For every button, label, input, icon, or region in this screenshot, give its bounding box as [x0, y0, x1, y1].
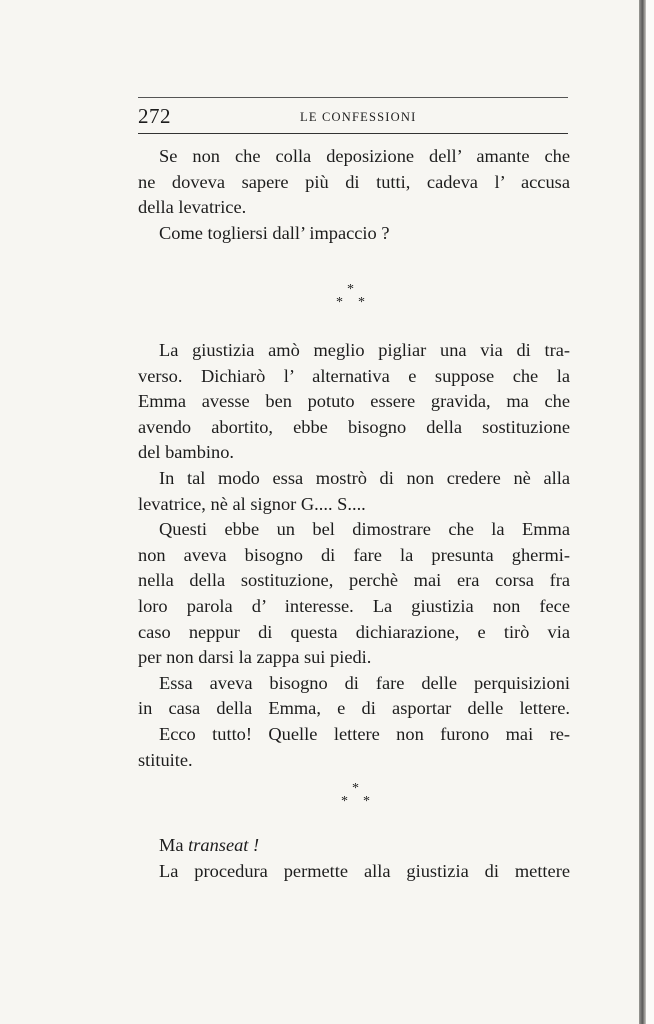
text-line: del bambino.: [138, 442, 235, 463]
text-line: [138, 833, 570, 859]
text-line: La giustizia amò meglio pigliar una via di tra-: [159, 340, 570, 360]
text-line: ne doveva sapere più di tutti, cadeva l’ accusa: [138, 171, 570, 192]
running-head: LE CONFESSIONI: [300, 110, 417, 124]
text-line: levatrice, nè al signor G.... S....: [138, 493, 366, 514]
asterism-star: *: [358, 295, 365, 310]
text-line: La procedura permette alla giustizia di mettere: [159, 860, 570, 881]
text-line: caso neppur di questa dichiarazione, e tirò via: [138, 621, 570, 642]
text-fragment: Ma: [159, 835, 189, 855]
page-number: 272: [138, 104, 171, 128]
paragraph-block-3: [138, 833, 570, 884]
text-line: stituite.: [138, 749, 193, 770]
asterism-star: *: [363, 794, 370, 809]
asterism-star: *: [352, 781, 359, 796]
page-edge-shadow: [639, 0, 646, 1024]
paragraph-block-1: [138, 144, 570, 246]
text-line: per non darsi la zappa sui piedi.: [138, 647, 372, 668]
text-line: Se non che colla deposizione dell’ amante che: [159, 146, 570, 166]
asterism-star: *: [336, 295, 343, 310]
asterism-star: *: [347, 282, 354, 297]
asterism-separator-1: [333, 283, 373, 313]
text-line: Emma avesse ben potuto essere gravida, ma che: [138, 391, 570, 412]
header-rule-top: [138, 97, 568, 98]
paragraph-block-2: [138, 338, 570, 773]
text-line: Come togliersi dall’ impaccio ?: [159, 222, 390, 243]
text-line: Ecco tutto! Quelle lettere non furono mai re-: [159, 723, 570, 744]
text-line: non aveva bisogno di fare la presunta ghermi-: [138, 544, 570, 565]
asterism-star: *: [341, 794, 348, 809]
italic-phrase: transeat !: [188, 835, 260, 855]
text-line: in casa della Emma, e di asportar delle lettere.: [138, 698, 570, 719]
text-line: Questi ebbe un bel dimostrare che la Emma: [159, 519, 570, 540]
text-line: nella della sostituzione, perchè mai era corsa fra: [138, 570, 570, 591]
header-rule-bottom: [138, 133, 568, 134]
text-line: Essa aveva bisogno di fare delle perquisizioni: [159, 672, 570, 693]
page-edge-margin: [646, 0, 654, 1024]
text-line: In tal modo essa mostrò di non credere nè alla: [159, 467, 570, 488]
text-line: loro parola d’ interesse. La giustizia non fece: [138, 595, 570, 616]
text-line: avendo abortito, ebbe bisogno della sostituzione: [138, 416, 570, 437]
text-line: della levatrice.: [138, 197, 247, 218]
asterism-separator-2: [338, 782, 378, 812]
text-line: verso. Dichiarò l’ alternativa e suppose che la: [138, 365, 570, 386]
